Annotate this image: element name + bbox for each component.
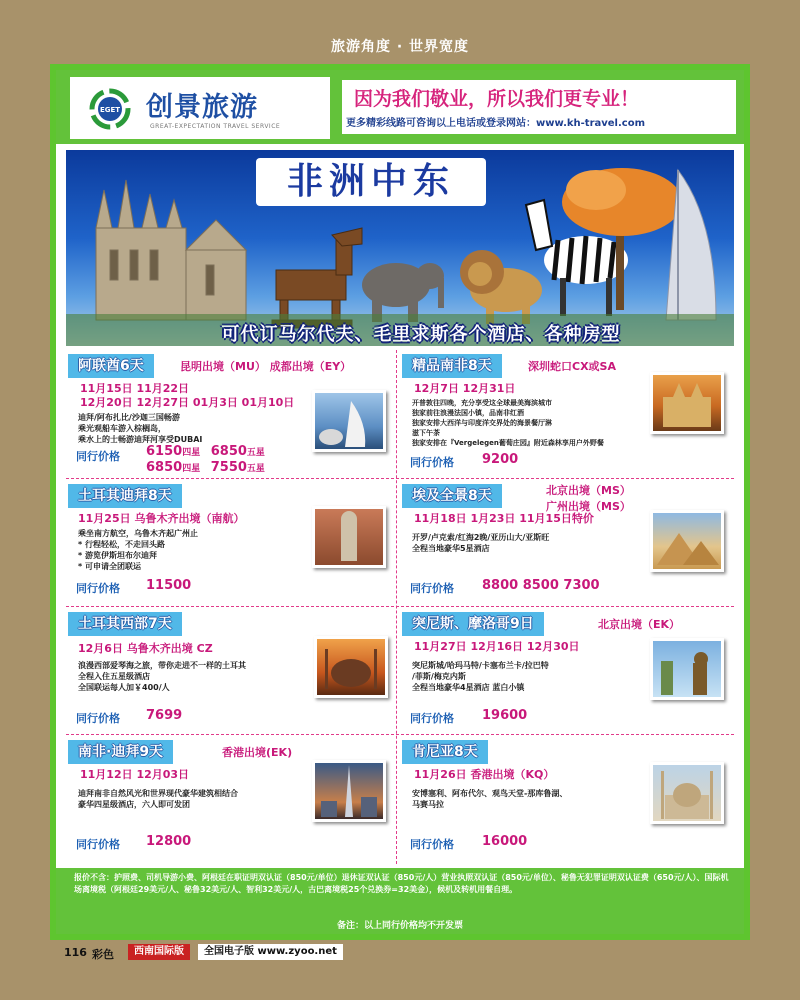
tour-desc-line: 全程入住五星级酒店 [78, 672, 150, 681]
tour-departure: 11月25日 乌鲁木齐出境（南航） [78, 512, 245, 525]
tour-desc-line: 独家前往浪漫法国小镇，品南非红酒 [412, 409, 524, 417]
tour-title: 埃及全景8天 [402, 484, 502, 508]
tour-desc-line: 全国联运每人加￥400/人 [78, 683, 170, 692]
ancient-statue-photo [312, 506, 386, 568]
fee-exclusions: 报价不含：护照费、司机导游小费、阿根廷在职证明双认证（850元/单位）退休证双认证（850元/人）营业执照双认证（850元/单位）、秘鲁无犯罪证明双认证费（650元/人）、国际机场离境税（阿根廷29美元/人、秘鲁32美元/人、智利32美元/人，古巴离境税25个兑换券=32美金），候机及转机用餐自理。 [74, 873, 729, 894]
grid-divider-row [66, 734, 734, 735]
tour-dates [414, 512, 594, 526]
contact-line[interactable]: 更多精彩线路可咨询以上电话或登录网站：www.kh-travel.com [346, 118, 645, 129]
tour-title: 土耳其西部7天 [68, 612, 182, 636]
tour-date-line: 11月27日 12月16日 12月30日 [414, 640, 580, 653]
tour-desc-line: 乘坐南方航空，乌鲁木齐起广州止 [78, 529, 198, 538]
tour-dates [414, 640, 580, 654]
brand-name-en: GREAT-EXPECTATION TRAVEL SERVICE [150, 123, 281, 130]
tour-title: 精品南非8天 [402, 354, 502, 378]
tour-desc-line: * 游览伊斯坦布尔迪拜 [78, 551, 157, 560]
tour-desc-line: * 行程轻松，不走回头路 [78, 540, 165, 549]
grid-divider-vertical [396, 350, 397, 864]
tour-desc-line: 独家安排在『Vergelegen葡萄庄园』附近森林享用户外野餐 [412, 439, 604, 447]
tour-desc-line: 全程当地豪华4星酒店 蓝白小镇 [412, 683, 525, 692]
price-label: 同行价格 [76, 450, 120, 463]
price-value: 9200 [482, 452, 519, 467]
tour-card-western-turkey[interactable] [68, 608, 394, 732]
advert-frame [50, 64, 750, 940]
elephant-graphic [362, 263, 444, 322]
price-value: 12800 [146, 834, 192, 849]
tour-desc-line: 安博塞利、阿布代尔、观鸟天堂-那库鲁湖、 [412, 789, 568, 798]
tour-desc [412, 398, 604, 448]
mosque-dome-photo [650, 762, 724, 824]
tour-date-line: 11月15日 11月22日 [80, 382, 190, 395]
magazine-badge: 西南国际版 [128, 944, 190, 960]
cathedral-graphic [96, 180, 246, 320]
price-value: 19600 [482, 708, 528, 723]
tour-desc [412, 532, 549, 554]
tour-date-line: 11月18日 1月23日 11月15日特价 [414, 512, 594, 525]
tour-card-egypt[interactable] [402, 480, 728, 604]
tour-date-line: 11月12日 12月03日 [80, 768, 190, 781]
tour-departure: 深圳蛇口CX或SA [528, 360, 616, 373]
tour-departure [546, 482, 631, 514]
hero-banner [66, 150, 734, 346]
logo-mark-text: EGET [99, 106, 121, 114]
tour-dates [414, 382, 515, 396]
tour-card-kenya[interactable] [402, 736, 728, 860]
price-value: 8800 8500 7300 [482, 578, 600, 593]
tour-desc [412, 788, 567, 810]
tour-desc-line: 乘光观船车游入棕榈岛， [78, 424, 166, 433]
tour-desc-line: 滋下午茶 [412, 429, 440, 437]
tour-desc-line: 豪华四星级酒店，六人即可发团 [78, 800, 190, 809]
tour-desc [78, 788, 238, 810]
motto-box [342, 80, 736, 134]
tour-desc [412, 660, 549, 693]
eget-logo-icon [86, 88, 134, 130]
tour-card-south-africa-dubai[interactable] [68, 736, 394, 860]
brand-name: 创景旅游 [146, 92, 258, 123]
banner-subtitle: 可代订马尔代夫、毛里求斯各个酒店、各种房型 [221, 324, 621, 345]
tour-card-south-africa[interactable] [402, 350, 728, 474]
tour-departure-line: 广州出境（MS） [546, 500, 631, 513]
pyramids-photo [650, 510, 724, 572]
tour-title: 突尼斯、摩洛哥9日 [402, 612, 544, 636]
tour-title: 阿联酋6天 [68, 354, 154, 378]
banner-title: 非洲中东 [256, 158, 486, 206]
logo[interactable] [70, 77, 330, 139]
tour-desc [78, 528, 198, 572]
lost-city-palace-photo [650, 372, 724, 434]
tour-grid [66, 350, 734, 864]
tour-desc-line: 开罗/卢克索/红海2晚/亚历山大/亚斯旺 [412, 533, 550, 542]
tour-date-line: 12月20日 12月27日 01月3日 01月10日 [80, 396, 295, 409]
tour-title: 土耳其迪拜8天 [68, 484, 182, 508]
tour-departure: 12月6日 乌鲁木齐出境 CZ [78, 642, 213, 655]
tour-desc-line: 马赛马拉 [412, 800, 444, 809]
blue-mosque-photo [314, 636, 388, 698]
price-label: 同行价格 [76, 838, 120, 851]
tour-title: 肯尼亚8天 [402, 740, 488, 764]
burj-al-arab-photo [312, 390, 386, 452]
tour-desc [78, 412, 202, 445]
tour-desc-line: 浪漫西部爱琴海之旅，带你走进不一样的土耳其 [78, 661, 246, 670]
desert-camels-photo [650, 638, 724, 700]
price-value: 6850四星 7550五星 [146, 460, 265, 475]
price-label: 同行价格 [410, 456, 454, 469]
page-footer [0, 940, 800, 1000]
tour-desc-line: /菲斯/梅克内斯 [412, 672, 466, 681]
tour-date-line: 11月26日 香港出境（KQ） [414, 768, 555, 781]
tour-card-turkey-dubai[interactable] [68, 480, 394, 604]
tour-desc-line: * 可申请全团联运 [78, 562, 141, 571]
price-value: 16000 [482, 834, 528, 849]
price-label: 同行价格 [410, 838, 454, 851]
fee-notice [56, 868, 744, 934]
price-label: 同行价格 [410, 712, 454, 725]
tour-desc-line: 突尼斯城/哈玛马特/卡塞布兰卡/拉巴特 [412, 661, 549, 670]
motto: 因为我们敬业，所以我们更专业！ [354, 88, 640, 110]
tour-dates [414, 768, 554, 782]
price-value: 6150四星 6850五星 [146, 444, 265, 459]
page-number: 116 [64, 946, 87, 959]
invoice-note: 备注：以上同行价格均不开发票 [336, 921, 463, 931]
tour-desc-line: 开普敦往四晚，充分享受这全球最美海滨城市 [412, 399, 552, 407]
tour-departure: 香港出境(EK) [222, 746, 293, 759]
grid-divider-row [66, 606, 734, 607]
lion-graphic [460, 250, 542, 324]
tour-card-uae[interactable] [68, 350, 394, 474]
grid-divider-row [66, 478, 734, 479]
tour-departure: 北京出境（EK） [598, 618, 681, 631]
trojan-horse-graphic [272, 228, 362, 328]
tour-card-tunisia-morocco[interactable] [402, 608, 728, 732]
tour-title: 南非·迪拜9天 [68, 740, 173, 764]
tour-desc-line: 乘水上的士畅游迪拜河享受DUBAI [78, 435, 203, 444]
tour-departure: 昆明出境（MU） 成都出境（EY） [180, 360, 352, 373]
edition-badge[interactable]: 全国电子版 www.zyoo.net [198, 944, 343, 960]
header-slogan: 旅游角度 · 世界宽度 [330, 39, 470, 55]
section-label: 彩色 [92, 948, 114, 961]
tour-dates [80, 382, 294, 410]
brand-bar [56, 70, 744, 144]
burj-khalifa-photo [312, 760, 386, 822]
price-label: 同行价格 [76, 712, 120, 725]
price-label: 同行价格 [410, 582, 454, 595]
tour-desc-line: 独家安排大西洋与印度洋交界处的海景餐厅淋 [412, 419, 552, 427]
top-strip [0, 0, 800, 60]
tour-departure-line: 北京出境（MS） [546, 484, 631, 497]
tour-desc [78, 660, 246, 693]
tour-desc-line: 全程当地豪华5星酒店 [412, 544, 490, 553]
tour-desc-line: 迪拜南非自然风光和世界现代豪华建筑相结合 [78, 789, 238, 798]
price-label: 同行价格 [76, 582, 120, 595]
tour-date-line: 12月7日 12月31日 [414, 382, 516, 395]
tour-dates [80, 768, 189, 782]
tour-desc-line: 迪拜/阿布扎比/沙迦三国畅游 [78, 413, 180, 422]
price-value: 11500 [146, 578, 192, 593]
price-value: 7699 [146, 708, 183, 723]
